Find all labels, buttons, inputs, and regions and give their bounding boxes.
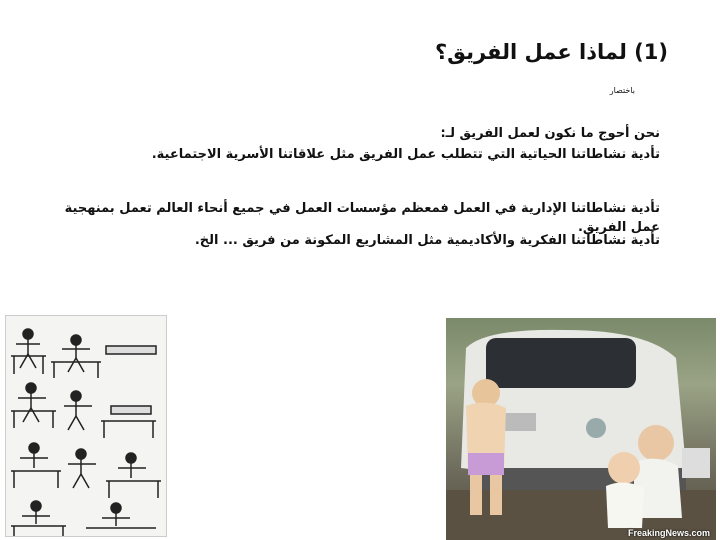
point-text: تأدية نشاطاتنا الحياتية التي تتطلب عمل الفريق مثل علاقاتنا الأسرية الاجتماعية. <box>151 147 660 162</box>
intro-text: نحن أحوج ما نكون لعمل الفريق لـ: <box>440 126 660 141</box>
children-washing-car-photo <box>446 318 716 540</box>
point-text: تأدية نشاطاتنا الإدارية في العمل فمعظم مؤسسات العمل في جميع أنحاء العالم تعمل بمنهجية عمل الفريق. <box>64 201 660 235</box>
point-text: تأدية نشاطاتنا الفكرية والأكاديمية مثل المشاريع المكونة من فريق ... الخ. <box>194 233 660 248</box>
slide-subtitle: باختصار <box>609 86 635 95</box>
slide-title: (1) لماذا عمل الفريق؟ <box>434 40 668 64</box>
teamwork-cartoon-image <box>5 315 167 537</box>
car-wash-illustration <box>446 318 716 540</box>
photo-watermark: FreakingNews.com <box>627 528 710 538</box>
teamwork-cartoon-illustration <box>6 316 166 536</box>
